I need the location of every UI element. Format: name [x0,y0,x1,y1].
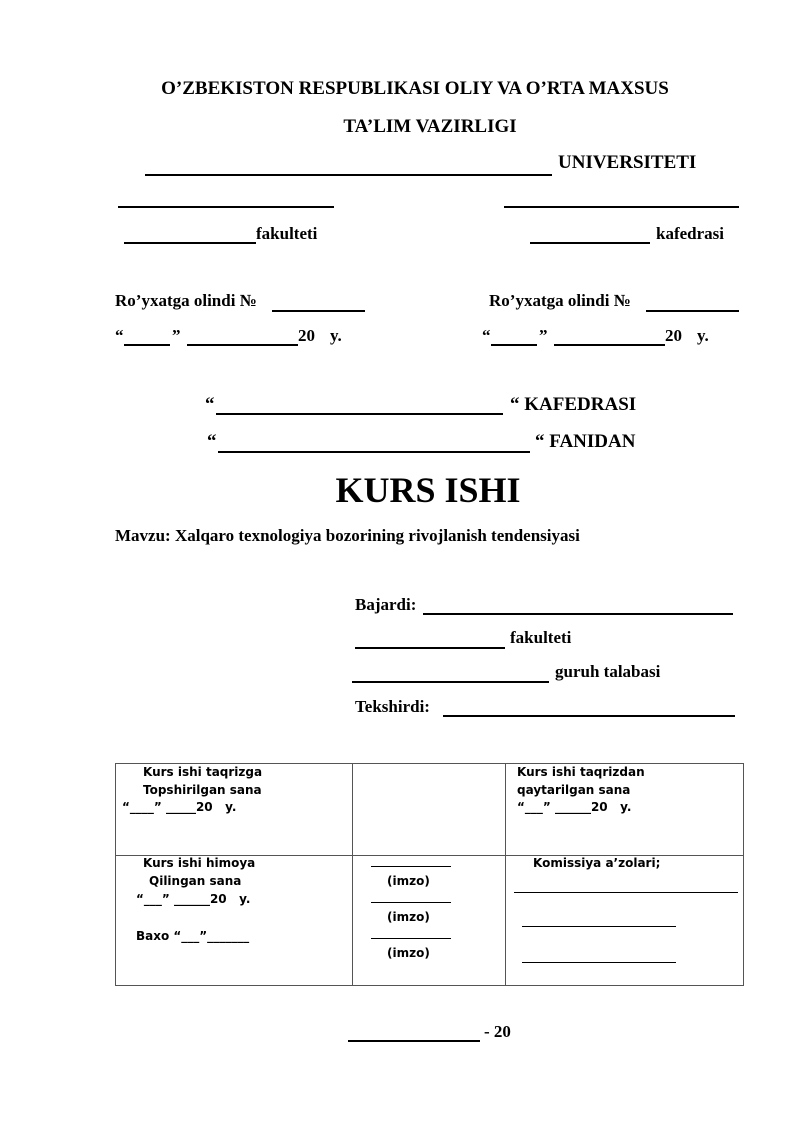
department-name-blank [216,413,503,415]
footer-blank [348,1040,480,1042]
commission-line-2 [522,926,676,927]
review-submit-cell [116,764,353,856]
defense-line1: Kurs ishi himoya [143,856,256,870]
footer-year: - 20 [484,1022,511,1041]
checked-label: Tekshirdi: [355,697,430,716]
grade: Baxo “___”_______ [136,929,250,943]
registration-left-day-blank [124,344,170,346]
commission-label: Komissiya a’zolari; [533,856,661,870]
registration-right-month-blank [554,344,665,346]
university-name-blank [145,174,552,176]
group-label: guruh talabasi [555,662,661,681]
review-table [115,763,744,986]
registration-right-open-quote: “ [482,326,491,345]
signature-cell [353,856,506,986]
subject-open-quote: “ [207,431,217,452]
defense-date: “___” ______20 y. [136,892,251,906]
defense-cell [116,856,353,986]
blank-right [504,206,739,208]
signature-label-2: (imzo) [387,910,430,924]
review-submit-line2: Topshirilgan sana [143,783,262,797]
registration-right-year: 20 [665,326,682,345]
registration-left-open-quote: “ [115,326,124,345]
subject-name-blank [218,451,530,453]
signature-label-1: (imzo) [387,874,430,888]
ministry-line-2: TA’LIM VAZIRLIGI [343,116,517,137]
group-blank [352,681,549,683]
commission-cell [506,856,744,986]
signature-line-3 [371,938,451,939]
commission-line-3 [522,962,676,963]
faculty-label: fakulteti [256,224,318,243]
registration-left-label: Ro’yxatga olindi № [115,291,257,310]
signature-line-1 [371,866,451,867]
registration-right-label: Ro’yxatga olindi № [489,291,631,310]
performer-faculty-label: fakulteti [510,628,572,647]
done-label: Bajardi: [355,595,417,614]
review-return-line1: Kurs ishi taqrizdan [517,765,645,779]
faculty-blank [124,242,256,244]
registration-left-year-suffix: y. [330,326,342,345]
signature-label-3: (imzo) [387,946,430,960]
department-blank [530,242,650,244]
registration-right-day-blank [491,344,537,346]
defense-line2: Qilingan sana [149,874,242,888]
registration-left-month-blank [187,344,298,346]
registration-left-number-blank [272,310,365,312]
review-submit-line1: Kurs ishi taqrizga [143,765,263,779]
commission-line-1 [514,892,738,893]
department-label: kafedrasi [656,224,724,243]
performer-faculty-blank [355,647,505,649]
done-blank [423,613,733,615]
registration-right-year-suffix: y. [697,326,709,345]
ministry-line-1: O’ZBEKISTON RESPUBLIKASI OLIY VA O’RTA MAXSUS [161,78,669,99]
registration-left-close-quote: ” [172,326,181,345]
department-open-quote: “ [205,394,215,415]
document-title: KURS ISHI [335,470,521,510]
review-return-cell [506,764,744,856]
checked-blank [443,715,735,717]
blank-left [118,206,334,208]
review-submit-date: “____” _____20 y. [122,800,237,814]
topic: Mavzu: Xalqaro texnologiya bozorining rivojlanish tendensiyasi [115,526,580,545]
registration-left-year: 20 [298,326,315,345]
signature-line-2 [371,902,451,903]
review-return-date: “___” ______20 y. [517,800,632,814]
subject-suffix: “ FANIDAN [535,431,636,452]
review-return-line2: qaytarilgan sana [517,783,631,797]
empty-cell [353,764,506,856]
department-suffix: “ KAFEDRASI [510,394,637,415]
registration-right-number-blank [646,310,739,312]
university-label: UNIVERSITETI [558,152,697,173]
registration-right-close-quote: ” [539,326,548,345]
